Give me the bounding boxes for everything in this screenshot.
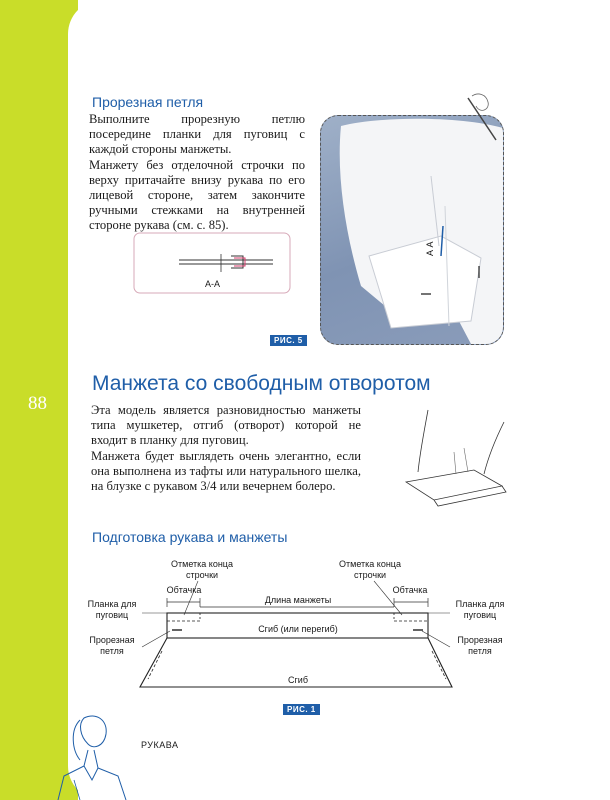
label-facing-left: Обтачка (166, 585, 202, 595)
section1-paragraph: Выполните прорезную петлю посередине планки для пуговиц с каждой стороны манжеты. (89, 112, 305, 157)
section1-text (89, 112, 305, 234)
section-heading-preparation: Подготовка рукава и манжеты (92, 529, 288, 545)
label-end-mark-right-2: строчки (353, 570, 387, 580)
label-buttonhole-right-1: Прорезная (457, 635, 503, 645)
label-facing-right: Обтачка (392, 585, 428, 595)
page-footer: РУКАВА (141, 740, 179, 750)
cuff-pattern-diagram (80, 555, 520, 695)
section1-paragraph: Манжету без отделочной строчки по верху притачайте внизу рукава по его лицевой стороне, затем закончите ручными стежками на внутренней стороне рукава (см. с. 85). (89, 157, 305, 233)
label-placket-right-1: Планка для (455, 599, 505, 609)
label-buttonhole-left-1: Прорезная (89, 635, 135, 645)
label-fold-bottom: Сгиб (288, 675, 308, 685)
figure-label-1: РИС. 1 (283, 704, 320, 715)
section-heading-cuff: Манжета со свободным отворотом (92, 372, 431, 395)
page-number: 88 (28, 393, 47, 414)
section2-paragraph: Эта модель является разновидностью манжеты типа мушкетер, отгиб (отворот) которой не входит в планку для пуговиц. (91, 403, 361, 448)
label-buttonhole-left-2: петля (100, 646, 124, 656)
label-end-mark-left-1: Отметка конца (171, 559, 233, 569)
label-end-mark-right-1: Отметка конца (339, 559, 401, 569)
label-fold-inner: Сгиб (или перегиб) (258, 624, 338, 634)
section-heading-buttonhole: Прорезная петля (92, 94, 204, 110)
label-placket-left-1: Планка для (87, 599, 137, 609)
section2-text (91, 403, 361, 494)
section2-paragraph: Манжета будет выглядеть очень элегантно, если она выполнена из тафты или натурального шелка, на блузке с рукавом 3/4 или вечернем болеро. (91, 448, 361, 494)
label-placket-left-2: пуговиц (95, 610, 129, 620)
photo-section-label: А А (425, 241, 435, 256)
label-placket-right-2: пуговиц (463, 610, 497, 620)
sleeve-photo (320, 115, 504, 345)
label-cuff-length: Длина манжеты (264, 595, 332, 605)
label-buttonhole-right-2: петля (468, 646, 492, 656)
woman-sketch-icon (50, 710, 130, 800)
buttonhole-inset-diagram (133, 232, 291, 294)
figure-label-5: РИС. 5 (270, 335, 307, 346)
cuff-sketch (398, 402, 510, 512)
needle-icon (462, 92, 502, 144)
sleeve-photo-drawing (321, 116, 503, 344)
label-end-mark-left-2: строчки (185, 570, 219, 580)
inset-label: А-А (205, 279, 221, 289)
